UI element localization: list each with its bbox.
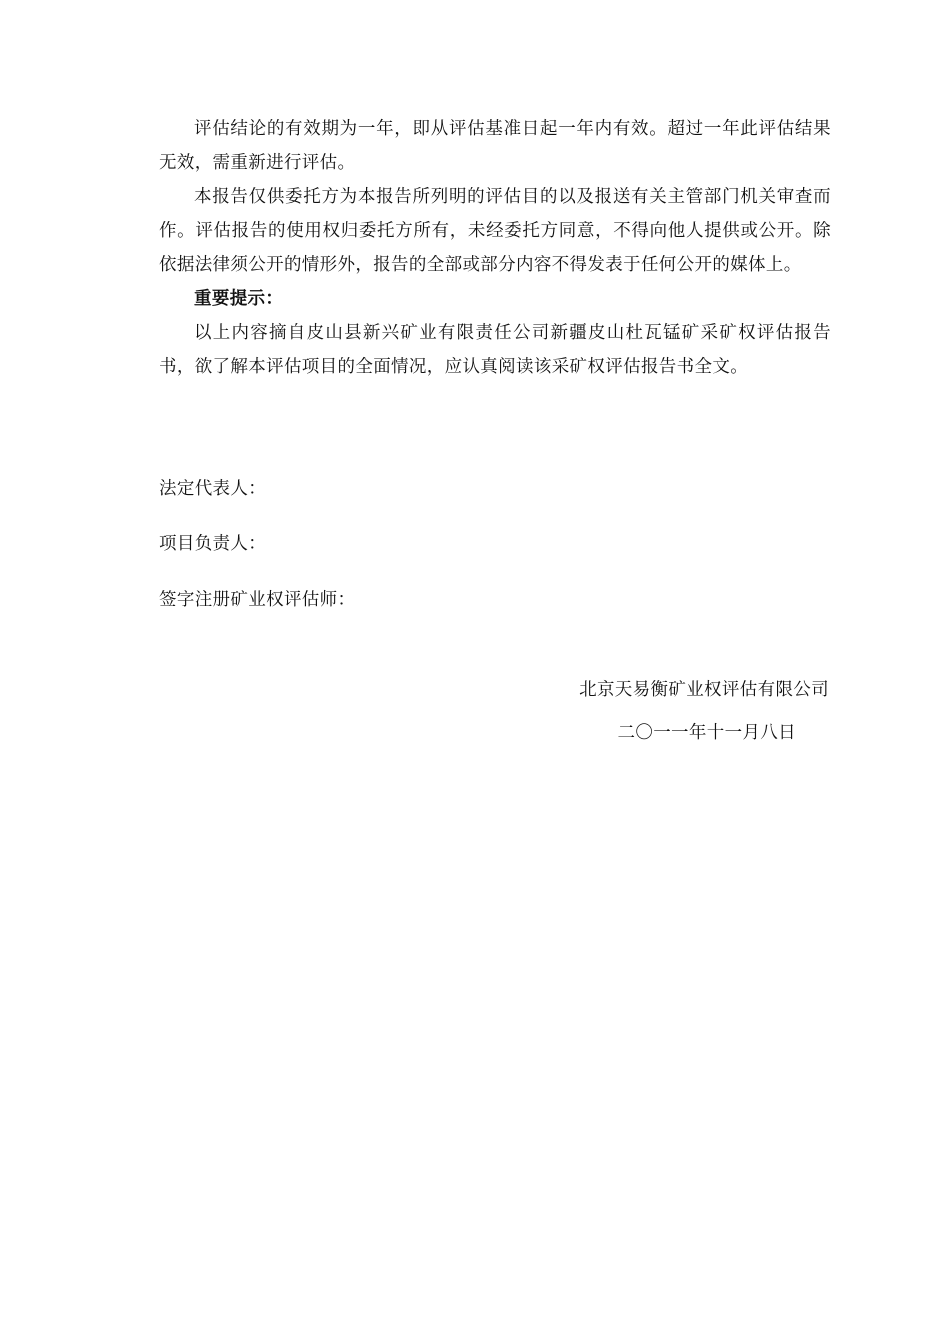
notice-paragraph: 以上内容摘自皮山县新兴矿业有限责任公司新疆皮山杜瓦锰矿采矿权评估报告书，欲了解本评估项目的全面情况，应认真阅读该采矿权评估报告书全文。: [159, 323, 831, 377]
notice-heading: 重要提示：: [194, 289, 284, 309]
legal-representative-line: 法定代表人：: [159, 479, 267, 499]
registered-appraiser-line: 签字注册矿业权评估师：: [159, 590, 356, 610]
summary-body: [159, 112, 831, 384]
issuer-company: 北京天易衡矿业权评估有限公司: [579, 680, 829, 700]
usage-paragraph: 本报告仅供委托方为本报告所列明的评估目的以及报送有关主管部门机关审查而作。评估报告的使用权归委托方所有，未经委托方同意，不得向他人提供或公开。除依据法律须公开的情形外，报告的全部或部分内容不得发表于任何公开的媒体上。: [159, 187, 831, 275]
validity-paragraph: 评估结论的有效期为一年，即从评估基准日起一年内有效。超过一年此评估结果无效，需重新进行评估。: [159, 119, 831, 173]
project-lead-line: 项目负责人：: [159, 534, 267, 554]
issue-date: 二〇一一年十一月八日: [617, 723, 796, 743]
